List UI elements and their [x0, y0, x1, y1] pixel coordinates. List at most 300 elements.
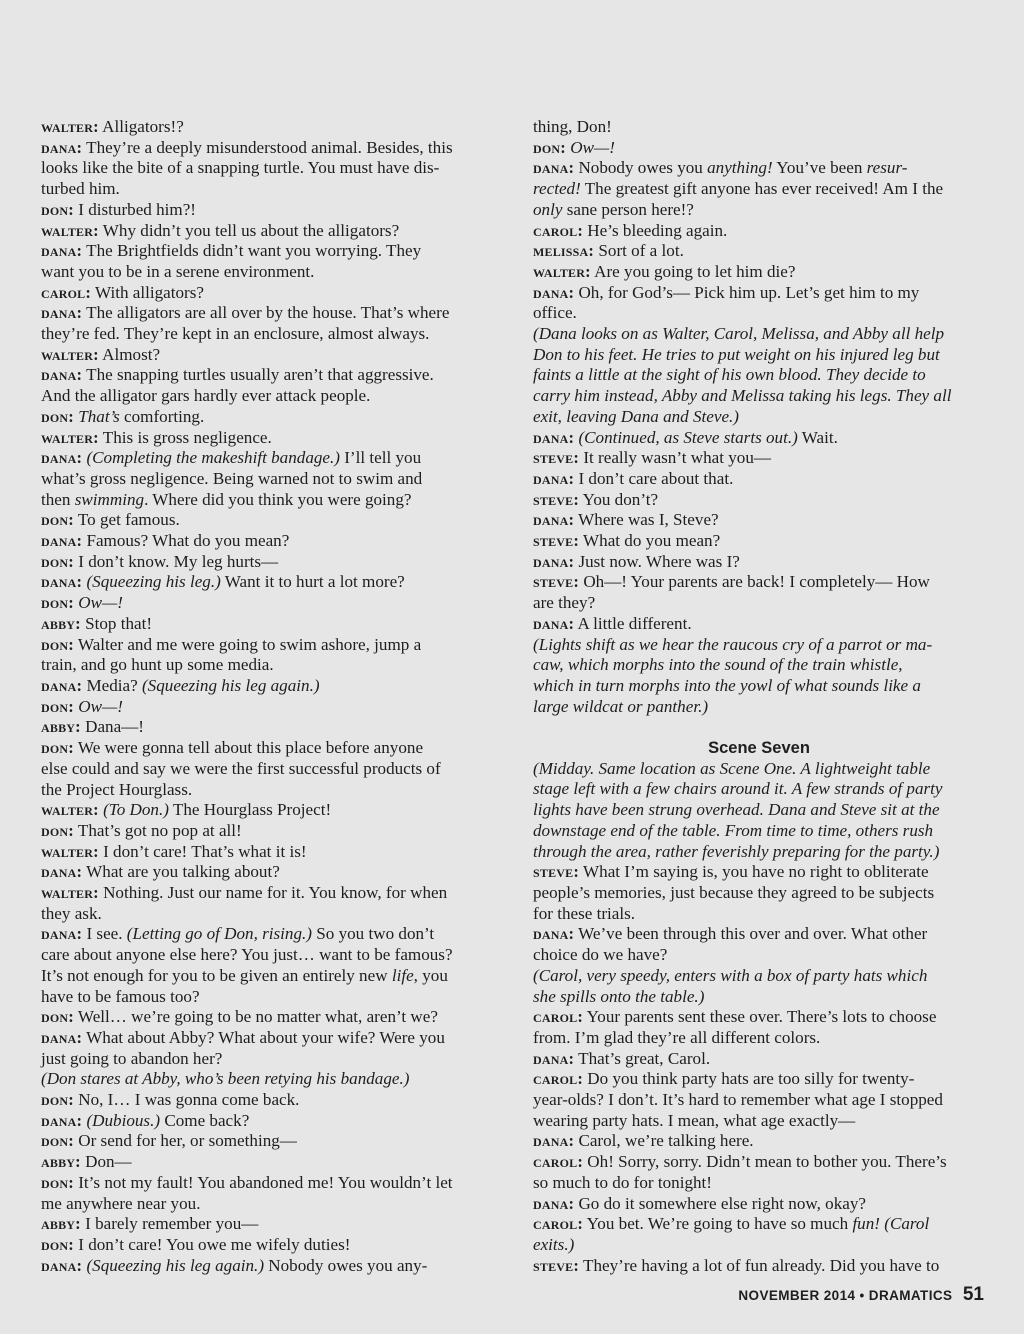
script-line	[533, 428, 985, 449]
script-line	[41, 200, 493, 221]
script-line	[533, 1173, 985, 1194]
dialogue-text: office.	[533, 303, 577, 323]
dialogue-text: for these trials.	[533, 903, 636, 923]
dialogue-text: A little different.	[574, 613, 692, 633]
script-line	[533, 510, 985, 531]
script-line	[533, 365, 985, 386]
script-line	[41, 510, 493, 531]
stage-direction: she spills onto the table.)	[533, 986, 705, 1006]
script-line	[533, 572, 985, 593]
speaker-name: don:	[41, 1090, 74, 1110]
script-line	[533, 945, 985, 966]
script-line	[41, 821, 493, 842]
speaker-name: steve:	[533, 862, 580, 882]
speaker-name: dana:	[41, 303, 83, 323]
script-line	[41, 759, 493, 780]
speaker-name: dana:	[533, 158, 575, 178]
script-line	[533, 800, 985, 821]
script-line	[533, 1152, 985, 1173]
dialogue-text: else could and say we were the first successful products of	[41, 758, 441, 778]
stage-direction: rected!	[533, 179, 581, 199]
dialogue-text: With alligators?	[91, 282, 204, 302]
speaker-name: walter:	[41, 427, 99, 447]
script-line	[533, 117, 985, 138]
script-line	[533, 469, 985, 490]
script-line	[533, 883, 985, 904]
script-line	[41, 966, 493, 987]
speaker-name: dana:	[41, 924, 83, 944]
script-line	[533, 635, 985, 656]
script-line	[533, 1007, 985, 1028]
script-line	[41, 283, 493, 304]
dialogue-text: Nobody owes you any-	[264, 1255, 428, 1275]
speaker-name: melissa:	[533, 241, 595, 261]
script-line	[41, 117, 493, 138]
speaker-name: walter:	[41, 117, 99, 136]
speaker-name: dana:	[533, 1131, 575, 1151]
script-line	[533, 1256, 985, 1277]
speaker-name: don:	[41, 738, 74, 758]
script-line	[41, 738, 493, 759]
script-line	[533, 904, 985, 925]
dialogue-text: , you	[413, 965, 448, 985]
speaker-name: abby:	[41, 1214, 81, 1234]
dialogue-text: Well… we’re going to be no matter what, aren’t we?	[73, 1007, 438, 1027]
dialogue-text: I don’t know. My leg hurts—	[73, 551, 279, 571]
dialogue-text: they ask.	[41, 903, 102, 923]
dialogue-text: I barely remember you—	[80, 1214, 259, 1234]
stage-direction: (Squeezing his leg again.)	[141, 675, 320, 695]
speaker-name: dana:	[41, 675, 83, 695]
dialogue-text: They’re having a lot of fun already. Did you have to	[579, 1255, 940, 1275]
speaker-name: don:	[41, 696, 74, 716]
dialogue-text: Dana—!	[80, 717, 144, 737]
dialogue-text: me anywhere near you.	[41, 1193, 201, 1213]
dialogue-text: The alligators are all over by the house. That’s where	[82, 303, 450, 323]
script-line	[41, 635, 493, 656]
script-line	[41, 593, 493, 614]
stage-direction: only	[533, 199, 563, 219]
stage-direction: fun! (Carol	[852, 1214, 930, 1234]
dialogue-text: They’re a deeply misunderstood animal. Besides, this	[82, 137, 453, 157]
dialogue-text: The greatest gift anyone has ever received! Am I the	[580, 179, 944, 199]
script-line	[533, 697, 985, 718]
script-line	[533, 448, 985, 469]
stage-direction: anything!	[707, 158, 773, 178]
dialogue-text: Almost?	[98, 344, 161, 364]
script-line	[41, 1256, 493, 1277]
script-line	[533, 779, 985, 800]
stage-direction: (Don stares at Abby, who’s been retying his bandage.)	[41, 1069, 410, 1089]
speaker-name: walter:	[41, 220, 99, 240]
script-line	[41, 324, 493, 345]
speaker-name: dana:	[41, 1255, 83, 1275]
script-line	[41, 531, 493, 552]
script-line	[533, 987, 985, 1008]
dialogue-text: Carol, we’re talking here.	[574, 1131, 754, 1151]
speaker-name: dana:	[533, 924, 575, 944]
script-line	[533, 345, 985, 366]
stage-direction: life	[391, 965, 414, 985]
dialogue-text: What are you talking about?	[82, 862, 280, 882]
speaker-name: don:	[41, 406, 74, 426]
dialogue-text: What do you mean?	[579, 531, 721, 551]
dialogue-text: He’s bleeding again.	[583, 220, 728, 240]
dialogue-text: I don’t care about that.	[574, 468, 734, 488]
stage-direction: stage left with a few chairs around it. A few strands of party	[533, 779, 943, 799]
dialogue-text: I don’t care! You owe me wifely duties!	[73, 1234, 351, 1254]
dialogue-text: Media?	[82, 675, 142, 695]
stage-direction: That’s	[78, 406, 120, 426]
page-footer	[738, 1284, 984, 1306]
dialogue-text: Walter and me were going to swim ashore, jump a	[73, 634, 422, 654]
script-line	[41, 1131, 493, 1152]
script-line	[533, 821, 985, 842]
dialogue-text: We were gonna tell about this place before anyone	[73, 738, 424, 758]
script-line	[533, 614, 985, 635]
script-line	[533, 324, 985, 345]
stage-direction: lights have been strung overhead. Dana and Steve sit at the	[533, 800, 940, 820]
script-line	[533, 1194, 985, 1215]
dialogue-text: Or send for her, or something—	[73, 1131, 297, 1151]
script-line	[533, 179, 985, 200]
stage-direction: which in turn morphs into the yowl of what sounds like a	[533, 675, 921, 695]
stage-direction: (Completing the makeshift bandage.)	[86, 448, 340, 468]
dialogue-text: just going to abandon her?	[41, 1048, 223, 1068]
script-line	[41, 780, 493, 801]
script-line	[41, 800, 493, 821]
script-line	[41, 904, 493, 925]
script-line	[41, 1173, 493, 1194]
stage-direction: (Carol, very speedy, enters with a box of party hats which	[533, 965, 928, 985]
stage-direction: (Squeezing his leg.)	[86, 572, 221, 592]
script-line	[41, 448, 493, 469]
stage-direction: (To Don.)	[103, 800, 169, 820]
script-line	[533, 676, 985, 697]
right-column	[533, 117, 985, 1276]
script-line	[41, 158, 493, 179]
dialogue-text: then	[41, 489, 75, 509]
speaker-name: carol:	[533, 220, 584, 240]
script-line	[533, 593, 985, 614]
dialogue-text: the Project Hourglass.	[41, 779, 193, 799]
speaker-name: dana:	[533, 468, 575, 488]
dialogue-text: Wait.	[797, 427, 838, 447]
script-line	[533, 200, 985, 221]
stage-direction: (Dubious.)	[86, 1110, 161, 1130]
script-line	[41, 552, 493, 573]
dialogue-text: That’s got no pop at all!	[73, 820, 242, 840]
script-line	[533, 303, 985, 324]
dialogue-text: Where was I, Steve?	[574, 510, 719, 530]
dialogue-text: You bet. We’re going to have so much	[583, 1214, 853, 1234]
script-line	[41, 262, 493, 283]
speaker-name: dana:	[533, 1193, 575, 1213]
script-line	[533, 386, 985, 407]
stage-direction: (Squeezing his leg again.)	[86, 1255, 265, 1275]
script-line	[533, 655, 985, 676]
dialogue-text: I’ll tell you	[339, 448, 422, 468]
script-line	[41, 987, 493, 1008]
script-line	[41, 1007, 493, 1028]
dialogue-text: want you to be in a serene environment.	[41, 261, 315, 281]
script-line	[533, 966, 985, 987]
dialogue-text: Come back?	[160, 1110, 250, 1130]
dialogue-text: That’s great, Carol.	[574, 1048, 711, 1068]
dialogue-text: Want it to hurt a lot more?	[220, 572, 405, 592]
speaker-name: walter:	[41, 800, 99, 820]
stage-direction: (Continued, as Steve starts out.)	[578, 427, 798, 447]
speaker-name: dana:	[41, 531, 83, 551]
script-line	[41, 862, 493, 883]
script-line	[533, 158, 985, 179]
speaker-name: dana:	[41, 365, 83, 385]
dialogue-text: Oh, for God’s— Pick him up. Let’s get him to my	[574, 282, 920, 302]
speaker-name: steve:	[533, 448, 580, 468]
dialogue-text: comforting.	[119, 406, 205, 426]
script-line	[533, 531, 985, 552]
script-line	[533, 1111, 985, 1132]
scene-heading: Scene Seven	[708, 739, 810, 758]
script-line	[41, 945, 493, 966]
dialogue-text: I see.	[82, 924, 127, 944]
speaker-name: don:	[41, 1234, 74, 1254]
script-line	[533, 262, 985, 283]
dialogue-text: We’ve been through this over and over. What other	[574, 924, 928, 944]
script-line	[41, 490, 493, 511]
dialogue-text: It’s not enough for you to be given an entirely new	[41, 965, 392, 985]
speaker-name: walter:	[41, 344, 99, 364]
stage-direction: resur-	[866, 158, 908, 178]
script-line	[41, 469, 493, 490]
script-line	[41, 924, 493, 945]
speaker-name: dana:	[41, 1027, 83, 1047]
script-line	[533, 862, 985, 883]
speaker-name: dana:	[41, 572, 83, 592]
dialogue-text: You’ve been	[772, 158, 867, 178]
dialogue-text: This is gross negligence.	[98, 427, 272, 447]
dialogue-text: Just now. Where was I?	[574, 551, 740, 571]
stage-direction: (Letting go of Don, rising.)	[126, 924, 312, 944]
dialogue-text: have to be famous too?	[41, 986, 200, 1006]
speaker-name: dana:	[41, 862, 83, 882]
dialogue-text: Do you think party hats are too silly for twenty-	[583, 1069, 915, 1089]
dialogue-text: wearing party hats. I mean, what age exactly—	[533, 1110, 856, 1130]
dialogue-text: turbed him.	[41, 179, 120, 199]
script-line	[41, 386, 493, 407]
dialogue-text: Why didn’t you tell us about the alligators?	[98, 220, 400, 240]
script-line	[41, 572, 493, 593]
dialogue-text: looks like the bite of a snapping turtle. You must have dis-	[41, 158, 440, 178]
speaker-name: steve:	[533, 572, 580, 592]
dialogue-text: Famous? What do you mean?	[82, 531, 290, 551]
stage-direction: faints a little at the sight of his own blood. They decide to	[533, 365, 926, 385]
stage-direction: Ow—!	[78, 696, 123, 716]
dialogue-text: It really wasn’t what you—	[579, 448, 771, 468]
stage-direction: caw, which morphs into the sound of the train whistle,	[533, 655, 903, 675]
dialogue-text: thing, Don!	[533, 117, 612, 136]
dialogue-text: sane person here!?	[562, 199, 694, 219]
speaker-name: don:	[41, 199, 74, 219]
script-line	[533, 1049, 985, 1070]
dialogue-text: train, and go hunt up some media.	[41, 655, 274, 675]
dialogue-text: No, I… I was gonna come back.	[73, 1090, 300, 1110]
dialogue-text: Your parents sent these over. There’s lots to choose	[583, 1007, 937, 1027]
script-line	[533, 1090, 985, 1111]
script-line	[41, 1235, 493, 1256]
speaker-name: don:	[41, 1172, 74, 1192]
dialogue-text: I disturbed him?!	[73, 199, 196, 219]
speaker-name: abby:	[41, 717, 81, 737]
speaker-name: carol:	[533, 1007, 584, 1027]
script-line	[41, 883, 493, 904]
dialogue-text: So you two don’t	[311, 924, 435, 944]
dialogue-text: so much to do for tonight!	[533, 1172, 712, 1192]
stage-direction: large wildcat or panther.)	[533, 696, 709, 716]
speaker-name: don:	[41, 1007, 74, 1027]
issue-label: NOVEMBER 2014 • DRAMATICS	[738, 1288, 953, 1303]
script-line	[533, 241, 985, 262]
script-line	[41, 717, 493, 738]
dialogue-text: What I’m saying is, you have no right to obliterate	[579, 862, 929, 882]
speaker-name: walter:	[41, 883, 99, 903]
speaker-name: don:	[533, 137, 566, 157]
dialogue-text: The snapping turtles usually aren’t that aggressive.	[82, 365, 434, 385]
script-line	[533, 759, 985, 780]
stage-direction: carry him instead, Abby and Melissa taking his legs. They all	[533, 386, 952, 406]
script-line	[533, 552, 985, 573]
stage-direction: through the area, rather feverishly preparing for the party.)	[533, 841, 940, 861]
stage-direction: swimming	[74, 489, 145, 509]
speaker-name: carol:	[533, 1214, 584, 1234]
script-line	[533, 1069, 985, 1090]
script-line	[41, 1069, 493, 1090]
dialogue-text: Nobody owes you	[574, 158, 708, 178]
dialogue-text: The Brightfields didn’t want you worrying. They	[82, 241, 422, 261]
speaker-name: steve:	[533, 489, 580, 509]
dialogue-text: Oh! Sorry, sorry. Didn’t mean to bother you. There’s	[583, 1152, 947, 1172]
dialogue-text: choice do we have?	[533, 945, 668, 965]
script-line	[41, 842, 493, 863]
speaker-name: dana:	[533, 427, 575, 447]
dialogue-text: Are you going to let him die?	[590, 261, 796, 281]
script-line	[533, 221, 985, 242]
script-line	[41, 1111, 493, 1132]
dialogue-text: from. I’m glad they’re all different colors.	[533, 1027, 821, 1047]
stage-direction: (Lights shift as we hear the raucous cry of a parrot or ma-	[533, 634, 933, 654]
script-line	[41, 1152, 493, 1173]
script-line	[41, 1090, 493, 1111]
script-line	[41, 697, 493, 718]
script-line	[41, 1049, 493, 1070]
speaker-name: dana:	[533, 613, 575, 633]
dialogue-text: Nothing. Just our name for it. You know, for when	[98, 883, 448, 903]
stage-direction: Ow—!	[570, 137, 615, 157]
stage-direction: exits.)	[533, 1234, 575, 1254]
dialogue-text: what’s gross negligence. Being warned not to swim and	[41, 468, 423, 488]
stage-direction: (Dana looks on as Walter, Carol, Melissa, and Abby all help	[533, 324, 945, 344]
speaker-name: dana:	[41, 1110, 83, 1130]
script-line	[41, 676, 493, 697]
dialogue-text: To get famous.	[73, 510, 180, 530]
script-line	[41, 303, 493, 324]
stage-direction: downstage end of the table. From time to time, others rush	[533, 820, 934, 840]
dialogue-text: Stop that!	[80, 613, 153, 633]
dialogue-text: . Where did you think you were going?	[144, 489, 412, 509]
speaker-name: don:	[41, 551, 74, 571]
dialogue-text: Oh—! Your parents are back! I completely— How	[579, 572, 930, 592]
speaker-name: carol:	[533, 1152, 584, 1172]
script-line	[533, 283, 985, 304]
stage-direction: exit, leaving Dana and Steve.)	[533, 406, 740, 426]
script-line	[41, 179, 493, 200]
speaker-name: dana:	[41, 241, 83, 261]
script-line	[533, 490, 985, 511]
speaker-name: carol:	[41, 282, 92, 302]
speaker-name: dana:	[533, 551, 575, 571]
dialogue-text: What about Abby? What about your wife? Were you	[82, 1027, 445, 1047]
speaker-name: dana:	[41, 448, 83, 468]
left-column	[41, 117, 493, 1276]
speaker-name: don:	[41, 593, 74, 613]
speaker-name: dana:	[533, 510, 575, 530]
dialogue-text: It’s not my fault! You abandoned me! You wouldn’t let	[73, 1172, 453, 1192]
dialogue-text: year-olds? I don’t. It’s hard to remember what age I stopped	[533, 1090, 943, 1110]
script-line	[41, 1194, 493, 1215]
script-line	[533, 1235, 985, 1256]
dialogue-text: they’re fed. They’re kept in an enclosure, almost always.	[41, 324, 430, 344]
dialogue-text: Go do it somewhere else right now, okay?	[574, 1193, 866, 1213]
speaker-name: dana:	[533, 1048, 575, 1068]
speaker-name: don:	[41, 1131, 74, 1151]
speaker-name: don:	[41, 820, 74, 840]
dialogue-text: And the alligator gars hardly ever attack people.	[41, 386, 371, 406]
stage-direction: (Midday. Same location as Scene One. A lightweight table	[533, 758, 931, 778]
speaker-name: abby:	[41, 1152, 81, 1172]
dialogue-text: The Hourglass Project!	[168, 800, 332, 820]
script-line	[41, 241, 493, 262]
dialogue-text: people’s memories, just because they agreed to be subjects	[533, 883, 935, 902]
speaker-name: steve:	[533, 1255, 580, 1275]
dialogue-text: are they?	[533, 593, 596, 613]
speaker-name: walter:	[41, 841, 99, 861]
dialogue-text: You don’t?	[579, 489, 659, 509]
script-line	[533, 407, 985, 428]
stage-direction: Ow—!	[78, 593, 123, 613]
script-line	[41, 1214, 493, 1235]
scene-spacer	[533, 717, 985, 738]
script-line	[41, 365, 493, 386]
speaker-name: dana:	[41, 137, 83, 157]
script-line	[533, 1028, 985, 1049]
dialogue-text: I don’t care! That’s what it is!	[98, 841, 307, 861]
speaker-name: carol:	[533, 1069, 584, 1089]
speaker-name: don:	[41, 634, 74, 654]
dialogue-text: care about anyone else here? You just… want to be famous?	[41, 945, 453, 965]
script-line	[41, 138, 493, 159]
page-number: 51	[962, 1284, 984, 1305]
script-line	[41, 345, 493, 366]
speaker-name: abby:	[41, 613, 81, 633]
script-line	[533, 1214, 985, 1235]
script-line	[41, 655, 493, 676]
dialogue-text: Don—	[80, 1152, 132, 1172]
script-line	[533, 924, 985, 945]
script-line	[533, 138, 985, 159]
script-line	[41, 614, 493, 635]
dialogue-text: Alligators!?	[98, 117, 184, 136]
script-line	[533, 1131, 985, 1152]
